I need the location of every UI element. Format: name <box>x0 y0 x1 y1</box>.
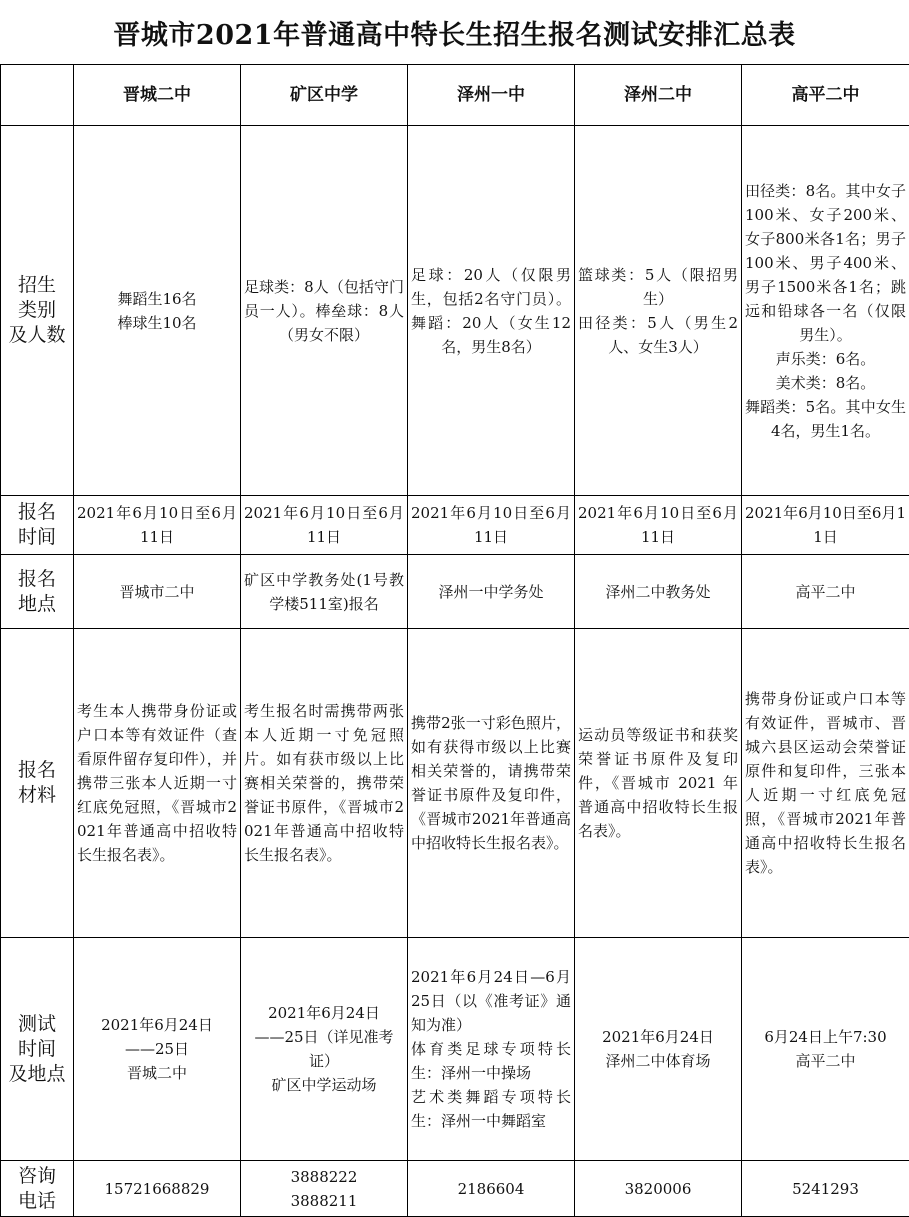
corner-cell <box>1 65 74 126</box>
school-header: 高平二中 <box>742 65 909 126</box>
test-row <box>1 938 909 1161</box>
reg-place-cell: 高平二中 <box>742 555 909 629</box>
row-header-reg-time: 报名 时间 <box>1 496 74 555</box>
row-header-reg-place: 报名 地点 <box>1 555 74 629</box>
phone-row <box>1 1161 909 1217</box>
row-header-category: 招生 类别 及人数 <box>1 126 74 496</box>
school-header: 泽州二中 <box>575 65 742 126</box>
category-row <box>1 126 909 496</box>
reg-place-cell: 晋城市二中 <box>74 555 241 629</box>
test-cell: 2021年6月24日 泽州二中体育场 <box>575 938 742 1161</box>
materials-cell: 携带身份证或户口本等有效证件，晋城市、晋城六县区运动会荣誉证原件和复印件，三张本人近期一寸红底免冠照，《晋城市2021年普通高中招收特长生报名表》。 <box>742 629 909 938</box>
page-title: 晋城市2021年普通高中特长生招生报名测试安排汇总表 <box>0 0 909 64</box>
school-header-row <box>1 65 909 126</box>
category-cell: 舞蹈生16名 棒球生10名 <box>74 126 241 496</box>
category-cell: 田径类：8名。其中女子100米、女子200米、女子800米各1名；男子100米、男子400米、男子1500米各1名；跳远和铅球各一名（仅限男生）。 声乐类：6名。 美术类：8名。 舞蹈类：5名。其中女生4名，男生1名。 <box>742 126 909 496</box>
phone-cell: 3888222 3888211 <box>241 1161 408 1217</box>
reg-time-cell: 2021年6月10日至6月11日 <box>742 496 909 555</box>
materials-cell: 运动员等级证书和获奖荣誉证书原件及复印件，《晋城市 2021 年普通高中招收特长生报名表》。 <box>575 629 742 938</box>
category-cell: 足球：20人（仅限男生，包括2名守门员）。舞蹈：20人（女生12名，男生8名） <box>408 126 575 496</box>
test-cell: 2021年6月24日 ——25日 晋城二中 <box>74 938 241 1161</box>
row-header-test: 测试 时间 及地点 <box>1 938 74 1161</box>
row-header-phone: 咨询 电话 <box>1 1161 74 1217</box>
school-header: 泽州一中 <box>408 65 575 126</box>
school-header: 矿区中学 <box>241 65 408 126</box>
category-cell: 足球类：8人（包括守门员一人）。棒垒球：8人（男女不限） <box>241 126 408 496</box>
reg-time-cell: 2021年6月10日至6月11日 <box>408 496 575 555</box>
row-header-materials: 报名 材料 <box>1 629 74 938</box>
test-cell: 2021年6月24日 ——25日（详见准考证） 矿区中学运动场 <box>241 938 408 1161</box>
reg-place-cell: 矿区中学教务处(1号教学楼511室)报名 <box>241 555 408 629</box>
phone-cell: 2186604 <box>408 1161 575 1217</box>
materials-cell: 考生报名时需携带两张本人近期一寸免冠照片。如有获市级以上比赛相关荣誉的，携带荣誉证书原件，《晋城市2021年普通高中招收特长生报名表》。 <box>241 629 408 938</box>
reg-time-cell: 2021年6月10日至6月11日 <box>74 496 241 555</box>
materials-cell: 携带2张一寸彩色照片，如有获得市级以上比赛相关荣誉的，请携带荣誉证书原件及复印件，《晋城市2021年普通高中招收特长生报名表》。 <box>408 629 575 938</box>
test-cell: 6月24日上午7:30 高平二中 <box>742 938 909 1161</box>
reg-place-cell: 泽州二中教务处 <box>575 555 742 629</box>
materials-cell: 考生本人携带身份证或户口本等有效证件（查看原件留存复印件），并携带三张本人近期一寸红底免冠照，《晋城市2021年普通高中招收特长生报名表》。 <box>74 629 241 938</box>
school-header: 晋城二中 <box>74 65 241 126</box>
reg-time-row <box>1 496 909 555</box>
reg-time-cell: 2021年6月10日至6月11日 <box>241 496 408 555</box>
phone-cell: 3820006 <box>575 1161 742 1217</box>
reg-place-cell: 泽州一中学务处 <box>408 555 575 629</box>
category-cell: 篮球类：5人（限招男生） 田径类：5人（男生2人、女生3人） <box>575 126 742 496</box>
schedule-table <box>0 64 909 1217</box>
phone-cell: 5241293 <box>742 1161 909 1217</box>
materials-row <box>1 629 909 938</box>
phone-cell: 15721668829 <box>74 1161 241 1217</box>
reg-place-row <box>1 555 909 629</box>
reg-time-cell: 2021年6月10日至6月11日 <box>575 496 742 555</box>
test-cell: 2021年6月24日—6月25日（以《准考证》通知为准） 体育类足球专项特长生：泽州一中操场 艺术类舞蹈专项特长生：泽州一中舞蹈室 <box>408 938 575 1161</box>
